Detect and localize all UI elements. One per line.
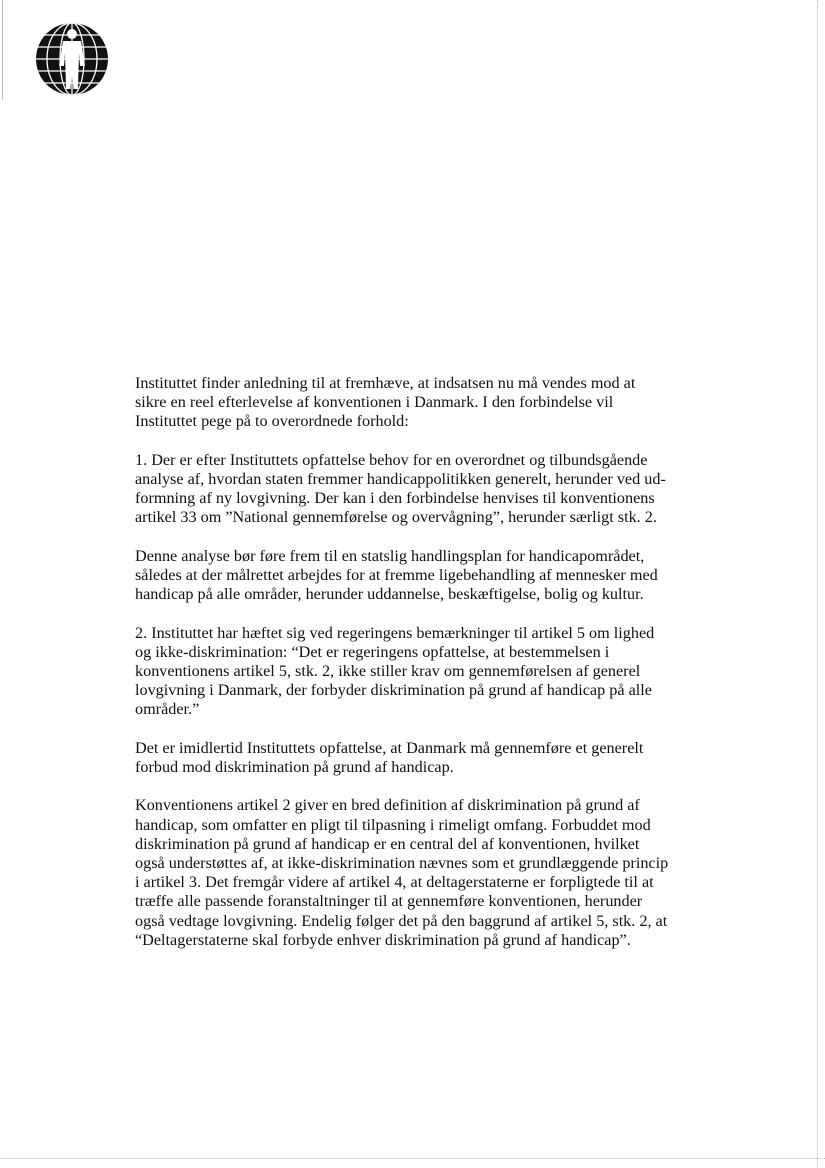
text-line: også understøttes af, at ikke-diskrimination nævnes som et grundlæggende princip (135, 854, 669, 872)
text-line: handicap, som omfatter en pligt til tilpasning i rimeligt omfang. Forbuddet mod (135, 815, 651, 834)
text-line: analyse af, hvordan staten fremmer handicappolitikken generelt, herunder ved ud- (135, 470, 666, 488)
paragraph-point-1 (135, 451, 695, 528)
paragraph-article-2 (135, 796, 695, 950)
text-line: i artikel 3. Det fremgår videre af artikel 4, at deltagerstaterne er forpligtede til at (135, 873, 654, 892)
paragraph-intro (135, 374, 695, 432)
scan-edge-bottom (0, 1158, 825, 1160)
text-line: også vedtage lovgivning. Endelig følger det på den baggrund af artikel 5, stk. 2, at (135, 911, 668, 930)
text-line: træffe alle passende foranstaltninger til at gennemføre konventionen, herunder (135, 892, 643, 911)
text-line: konventionens artikel 5, stk. 2, ikke stiller krav om gennemførelsen af generel (135, 662, 641, 680)
text-line: Denne analyse bør føre frem til en statslig handlingsplan for handicapområdet, (135, 546, 645, 565)
paragraph-general-ban (135, 739, 695, 777)
text-line: forbud mod diskrimination på grund af handicap. (135, 758, 454, 776)
text-line: Konventionens artikel 2 giver en bred definition af diskrimination på grund af (135, 796, 640, 815)
globe-person-logo-icon (34, 21, 110, 97)
text-line: 1. Der er efter Instituttets opfattelse behov for en overordnet og tilbundsgående (135, 450, 648, 469)
scan-edge-right (817, 0, 819, 1168)
text-line: således at der målrettet arbejdes for at fremme ligebehandling af mennesker med (135, 566, 658, 584)
scan-edge-left (2, 0, 3, 100)
text-line: og ikke-diskrimination: “Det er regeringens opfattelse, at bestemmelsen i (135, 642, 610, 661)
text-line: Det er imidlertid Instituttets opfattelse, at Danmark må gennemføre et generelt (135, 738, 644, 757)
text-line: sikre en reel efterlevelse af konventionen i Danmark. I den forbindelse vil (135, 393, 614, 412)
letter-body (135, 374, 695, 969)
text-line: “Deltagerstaterne skal forbyde enhver diskrimination på grund af handicap”. (135, 930, 631, 949)
text-line: diskrimination på grund af handicap er en central del af konventionen, hvilket (135, 834, 640, 853)
paragraph-action-plan (135, 547, 695, 605)
text-line: artikel 33 om ”National gennemførelse og overvågning”, herunder særligt stk. 2. (135, 508, 657, 527)
text-line: lovgivning i Danmark, der forbyder diskrimination på grund af handicap på alle (135, 681, 652, 700)
text-line: Instituttet finder anledning til at fremhæve, at indsatsen nu må vendes mod at (135, 374, 636, 392)
text-line: formning af ny lovgivning. Der kan i den forbindelse henvises til konventionens (135, 489, 655, 508)
text-line: områder.” (135, 700, 200, 719)
text-line: 2. Instituttet har hæftet sig ved regeringens bemærkninger til artikel 5 om lighed (135, 623, 655, 642)
text-line: Instituttet pege på to overordnede forhold: (135, 412, 409, 431)
text-line: handicap på alle områder, herunder uddannelse, beskæftigelse, bolig og kultur. (135, 585, 644, 604)
paragraph-point-2 (135, 624, 695, 720)
